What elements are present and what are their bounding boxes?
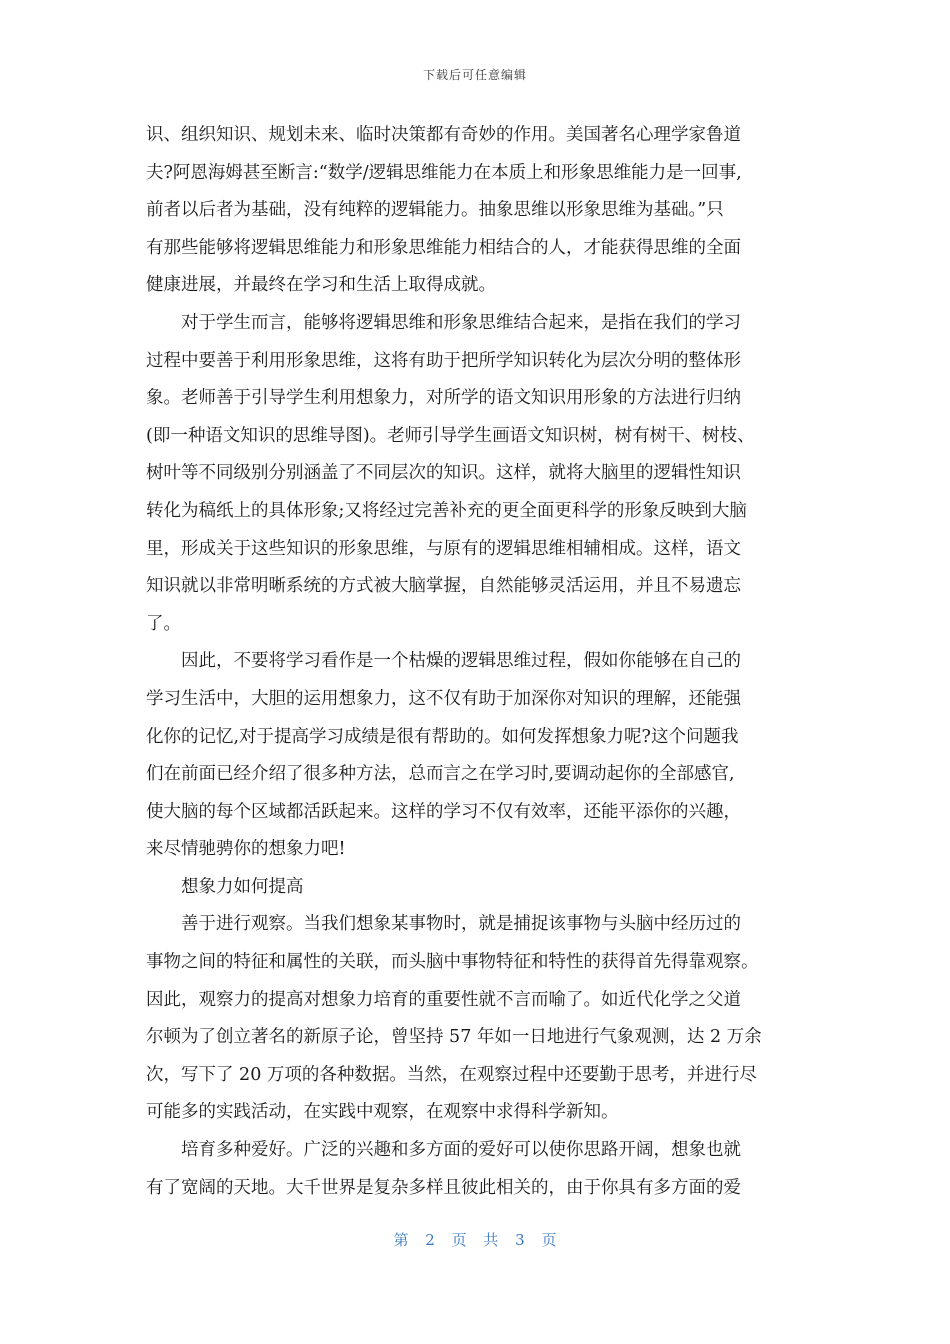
text-line: 化你的记忆,对于提高学习成绩是很有帮助的。如何发挥想象力呢?这个问题我 (146, 726, 739, 747)
paragraph-first-line: 善于进行观察。当我们想象某事物时，就是捕捉该事物与头脑中经历过的 (181, 914, 741, 935)
text-line: 前者以后者为基础，没有纯粹的逻辑能力。抽象思维以形象思维为基础。”只 (146, 200, 724, 221)
text-line: (即一种语文知识的思维导图)。老师引导学生画语文知识树，树有树干、树枝、 (146, 425, 755, 446)
text-line: 夫?阿恩海姆甚至断言:“数学/逻辑思维能力在本质上和形象思维能力是一回事, (146, 162, 742, 183)
text-line: 树叶等不同级别分别涵盖了不同层次的知识。这样，就将大脑里的逻辑性知识 (146, 463, 741, 484)
text-line: 可能多的实践活动，在实践中观察，在观察中求得科学新知。 (146, 1102, 619, 1123)
paragraph-first-line: 因此，不要将学习看作是一个枯燥的逻辑思维过程，假如你能够在自己的 (181, 651, 741, 672)
text-line: 事物之间的特征和属性的关联，而头脑中事物特征和特性的获得首先得靠观察。 (146, 952, 759, 973)
text-line: 了。 (146, 613, 181, 634)
text-line: 有了宽阔的天地。大千世界是复杂多样且彼此相关的，由于你具有多方面的爱 (146, 1177, 741, 1198)
text-line: 知识就以非常明晰系统的方式被大脑掌握，自然能够灵活运用，并且不易遗忘 (146, 576, 741, 597)
text-line: 尔顿为了创立著名的新原子论，曾坚持 57 年如一日地进行气象观测，达 2 万余 (146, 1027, 762, 1048)
paragraph-first-line: 培育多种爱好。广泛的兴趣和多方面的爱好可以使你思路开阔，想象也就 (181, 1140, 741, 1161)
text-line: 转化为稿纸上的具体形象;又将经过完善补充的更全面更科学的形象反映到大脑 (146, 500, 747, 521)
text-line: 使大脑的每个区域都活跃起来。这样的学习不仅有效率，还能平添你的兴趣， (146, 801, 741, 822)
text-line: 象。老师善于引导学生利用想象力，对所学的语文知识用形象的方法进行归纳 (146, 388, 741, 409)
text-line: 识、组织知识、规划未来、临时决策都有奇妙的作用。美国著名心理学家鲁道 (146, 125, 741, 145)
page-number-footer: 第 2 页 共 3 页 (393, 1231, 557, 1249)
text-line: 学习生活中，大胆的运用想象力，这不仅有助于加深你对知识的理解，还能强 (146, 688, 741, 709)
section-heading: 想象力如何提高 (181, 876, 304, 897)
text-line: 因此，观察力的提高对想象力培育的重要性就不言而喻了。如近代化学之父道 (146, 989, 741, 1010)
text-line: 们在前面已经介绍了很多种方法，总而言之在学习时,要调动起你的全部感官, (146, 764, 735, 785)
text-line: 次，写下了 20 万项的各种数据。当然，在观察过程中还要勤于思考，并进行尽 (146, 1064, 757, 1085)
text-line: 来尽情驰骋你的想象力吧! (146, 839, 346, 860)
text-line: 过程中要善于利用形象思维，这将有助于把所学知识转化为层次分明的整体形 (146, 350, 741, 371)
page-header: 下载后可任意编辑 (422, 68, 527, 82)
paragraph-first-line: 对于学生而言，能够将逻辑思维和形象思维结合起来，是指在我们的学习 (181, 312, 741, 333)
text-line: 健康进展，并最终在学习和生活上取得成就。 (146, 275, 496, 296)
text-line: 里，形成关于这些知识的形象思维，与原有的逻辑思维相辅相成。这样，语文 (146, 538, 741, 559)
document-body (146, 117, 816, 1207)
text-line: 有那些能够将逻辑思维能力和形象思维能力相结合的人，才能获得思维的全面 (146, 237, 741, 258)
